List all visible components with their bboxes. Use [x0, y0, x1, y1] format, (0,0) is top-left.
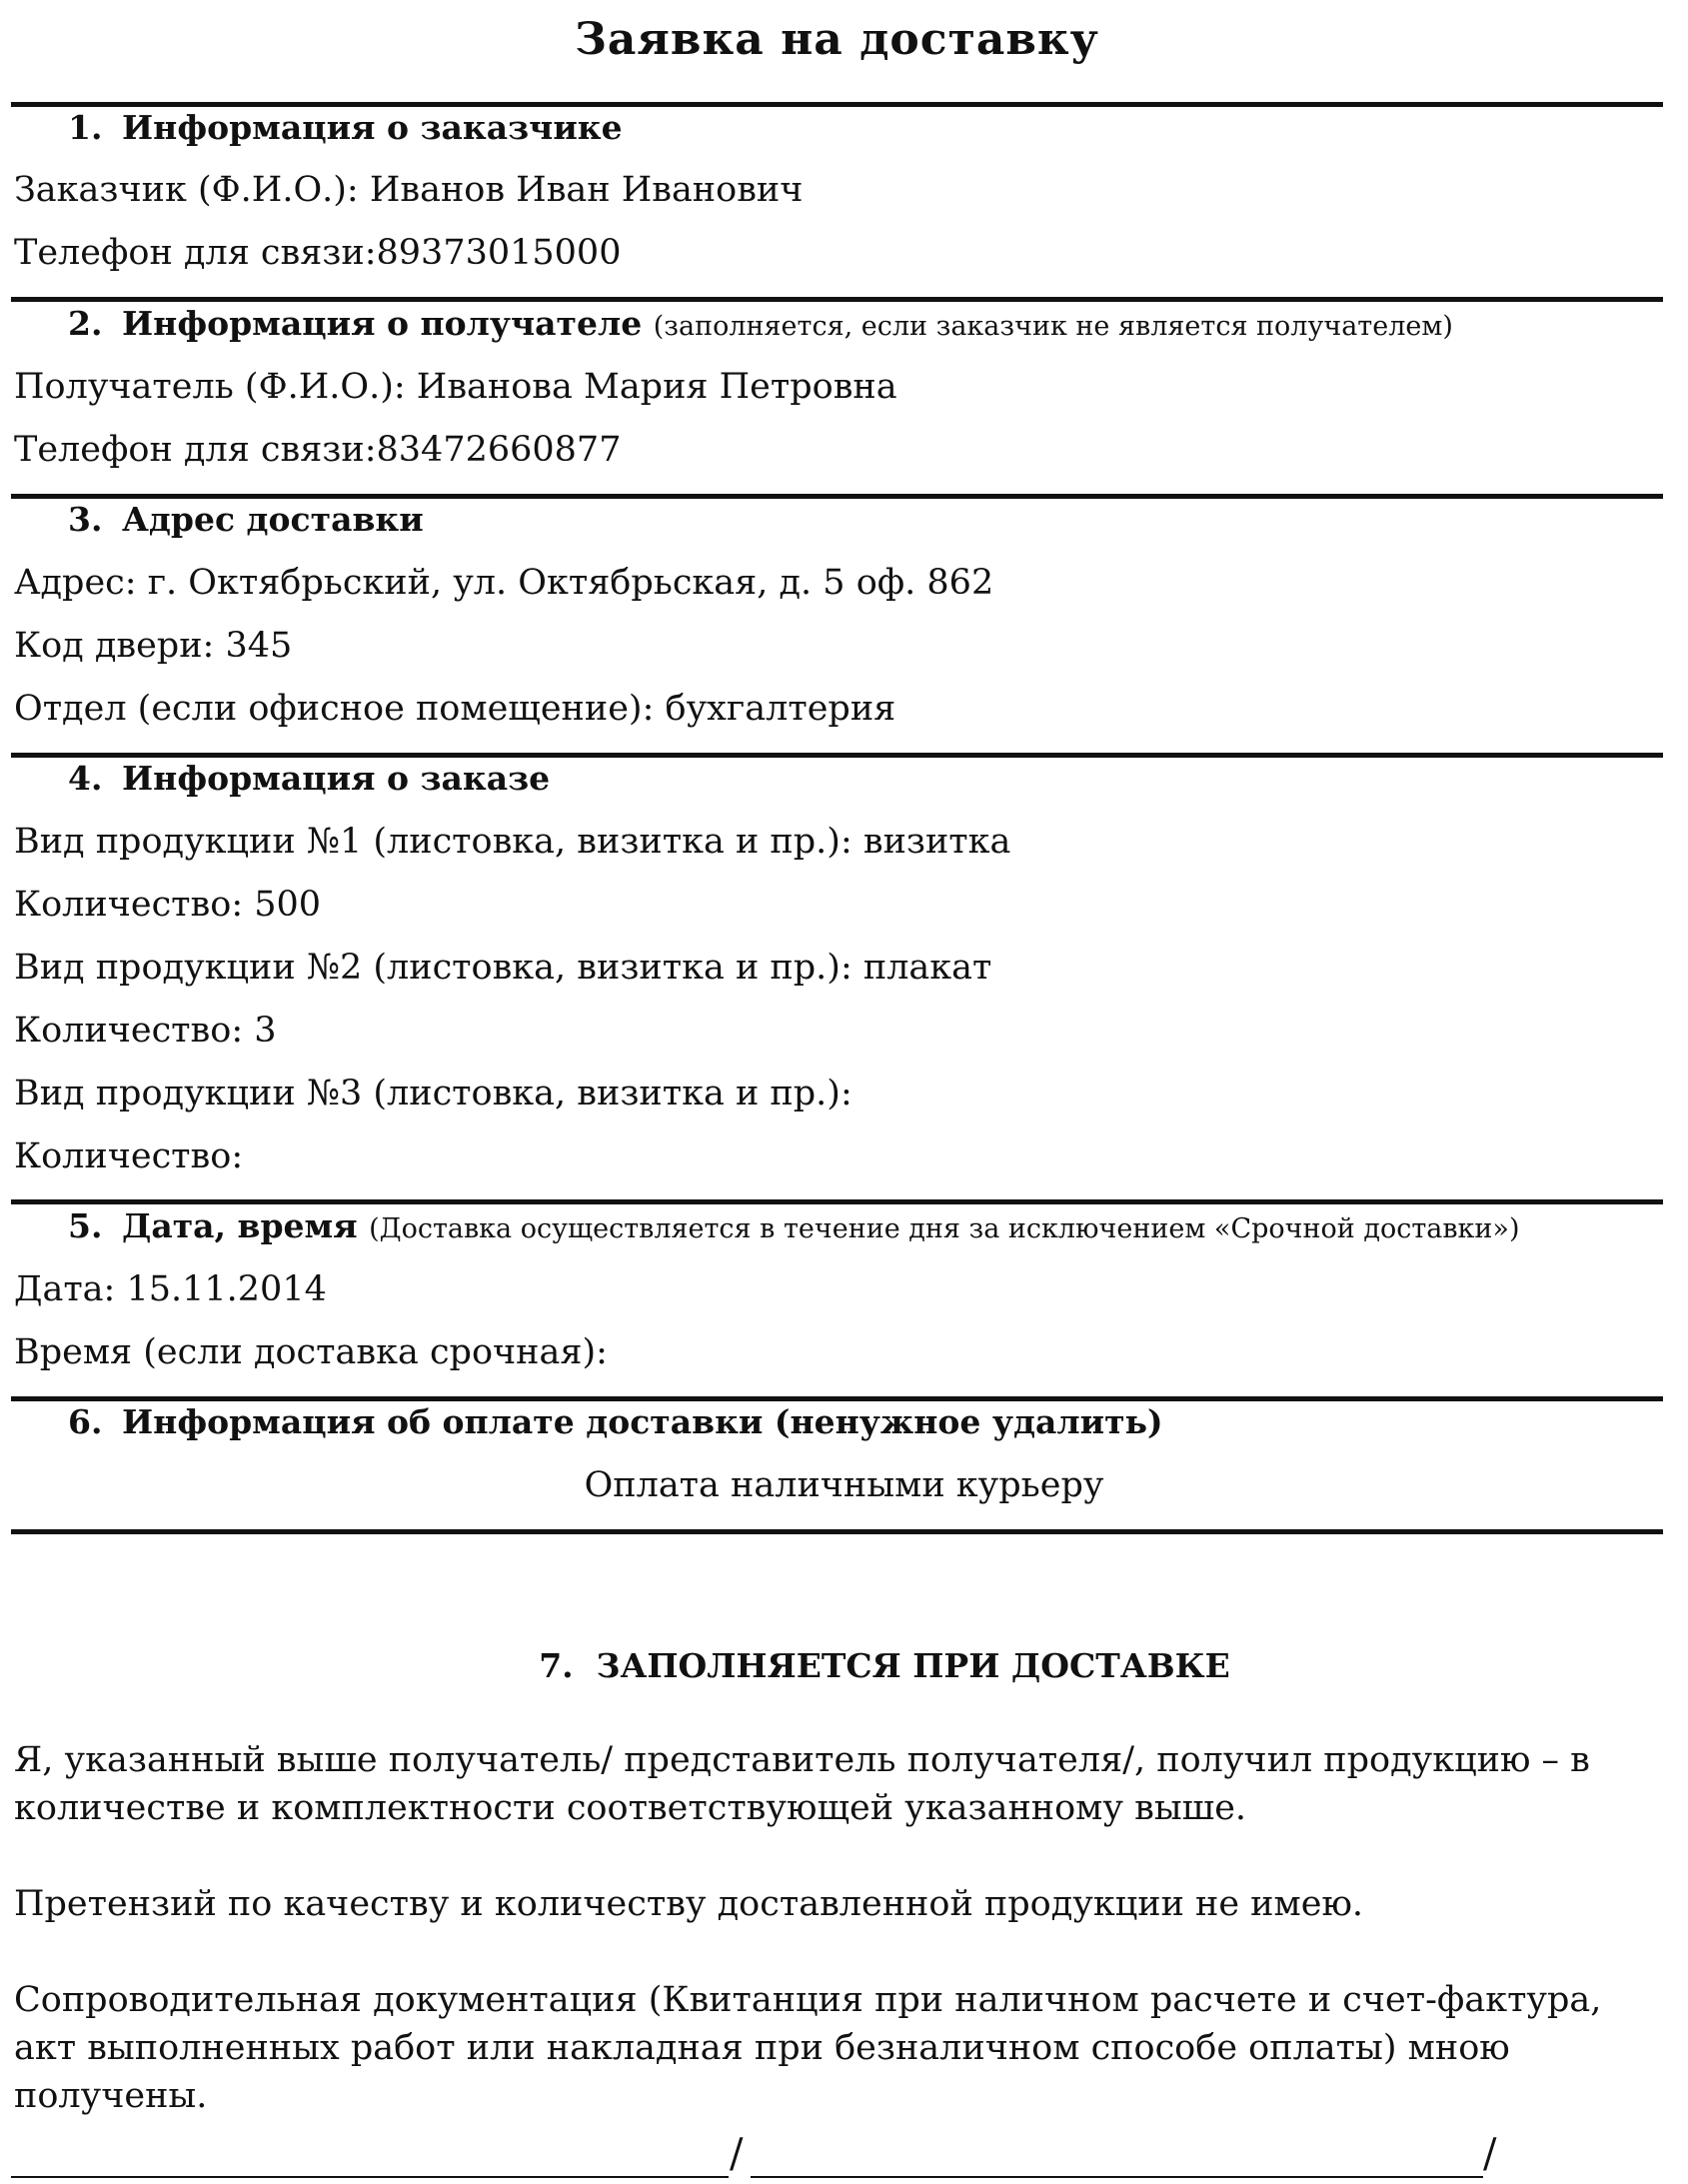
- no-claims-paragraph: Претензий по качеству и количеству доставленной продукции не имею.: [14, 1884, 1364, 1924]
- section-number: 5.: [68, 1206, 103, 1245]
- section-number: 1.: [68, 108, 103, 147]
- order-line: Количество: 500: [14, 885, 322, 925]
- section-divider: [11, 102, 1663, 107]
- recipient-name-line: Получатель (Ф.И.О.): Иванова Мария Петровна: [14, 367, 897, 407]
- section-title: Адрес доставки: [122, 500, 424, 539]
- section-note: (заполняется, если заказчик не является получателем): [653, 311, 1453, 342]
- document-title: Заявка на доставку: [575, 14, 1099, 65]
- section-divider: [11, 753, 1663, 758]
- department-line: Отдел (если офисное помещение): бухгалтерия: [14, 689, 896, 729]
- signature-line: [11, 2176, 729, 2178]
- name-line: [751, 2176, 1483, 2178]
- section-title: Информация о заказе: [122, 759, 551, 798]
- section-number: 4.: [68, 759, 103, 798]
- section-divider: [11, 1396, 1663, 1401]
- order-line: Вид продукции №2 (листовка, визитка и пр.): плакат: [14, 948, 992, 988]
- receipt-confirmation-paragraph: Я, указанный выше получатель/ представитель получателя/, получил продукцию – в количестве и комплектности соответствующей указанному выше.: [14, 1740, 1590, 1828]
- payment-method: Оплата наличными курьеру: [584, 1465, 1104, 1505]
- section-1-heading: [68, 108, 623, 147]
- section-5-heading: [68, 1206, 1519, 1245]
- section-number: 7.: [539, 1646, 574, 1685]
- section-7-heading: [0, 1646, 1688, 1685]
- order-line: Количество:: [14, 1136, 244, 1176]
- customer-phone-line: Телефон для связи:89373015000: [14, 233, 622, 273]
- order-line: Вид продукции №3 (листовка, визитка и пр.):: [14, 1074, 852, 1113]
- section-divider: [11, 1529, 1663, 1534]
- section-title: Дата, время: [122, 1206, 358, 1245]
- section-4-heading: [68, 759, 550, 798]
- section-title: Информация о заказчике: [122, 108, 623, 147]
- order-line: Количество: 3: [14, 1011, 277, 1051]
- customer-name-line: Заказчик (Ф.И.О.): Иванов Иван Иванович: [14, 170, 804, 210]
- address-line: Адрес: г. Октябрьский, ул. Октябрьская, д. 5 оф. 862: [14, 563, 994, 603]
- time-line: Время (если доставка срочная):: [14, 1332, 608, 1372]
- section-divider: [11, 297, 1663, 302]
- date-line: Дата: 15.11.2014: [14, 1269, 327, 1309]
- section-note: (Доставка осуществляется в течение дня за исключением «Срочной доставки»): [369, 1213, 1520, 1244]
- order-line: Вид продукции №1 (листовка, визитка и пр.): визитка: [14, 822, 1011, 862]
- section-divider: [11, 1199, 1663, 1204]
- section-6-heading: [68, 1402, 1163, 1441]
- signature-separator: /: [730, 2131, 744, 2177]
- section-title: Информация об оплате доставки (ненужное удалить): [122, 1402, 1163, 1441]
- section-number: 3.: [68, 500, 103, 539]
- section-divider: [11, 494, 1663, 499]
- section-title: Информация о получателе: [122, 304, 643, 343]
- section-title: ЗАПОЛНЯЕТСЯ ПРИ ДОСТАВКЕ: [596, 1646, 1230, 1685]
- section-number: 2.: [68, 304, 103, 343]
- section-3-heading: [68, 500, 424, 539]
- section-number: 6.: [68, 1402, 103, 1441]
- documentation-paragraph: Сопроводительная документация (Квитанция при наличном расчете и счет-фактура, акт выполненных работ или накладная при безналичном способе оплаты) мною получены.: [14, 1980, 1602, 2116]
- section-2-heading: [68, 304, 1453, 343]
- door-code-line: Код двери: 345: [14, 626, 293, 666]
- signature-separator: /: [1483, 2131, 1497, 2177]
- recipient-phone-line: Телефон для связи:83472660877: [14, 430, 622, 470]
